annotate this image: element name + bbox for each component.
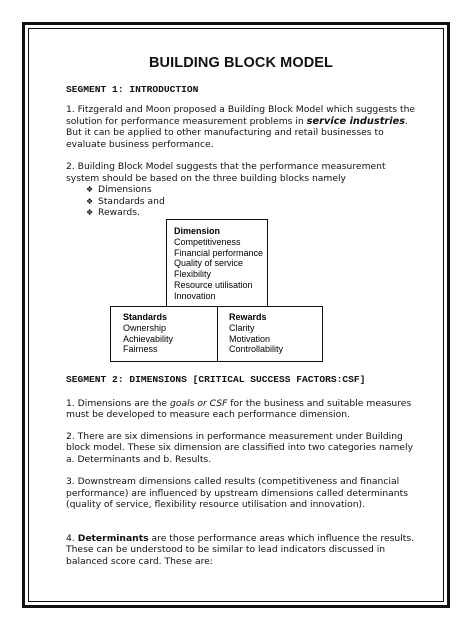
diamond-bullet-icon: ❖: [86, 196, 94, 206]
segment2-p4-text-a: 4.: [66, 532, 78, 544]
segment2-heading: SEGMENT 2: DIMENSIONS [CRITICAL SUCCESS FACTORS:CSF]: [66, 374, 366, 385]
segment2-paragraph-4: [66, 533, 416, 568]
segment2-p4-text-b: are those performance areas which influence the results. These can be understood to be similar to lead indicators discussed in balanced score card. These are:: [66, 532, 415, 567]
standards-item: Ownership: [123, 322, 167, 333]
dimension-item: Competitiveness: [174, 236, 241, 247]
segment1-paragraph-2: 2. Building Block Model suggests that the performance measurement system should be based on the three building blocks namely: [66, 161, 386, 184]
service-industries-emphasis: service industries: [306, 115, 406, 127]
rewards-block: [217, 306, 323, 362]
dimension-block-title: Dimension: [174, 226, 221, 236]
list-item-label: Dimensions: [98, 184, 152, 195]
segment2-section: [66, 374, 416, 567]
dimension-block: [166, 219, 268, 307]
standards-item: Achievability: [123, 333, 174, 344]
rewards-item: Controllability: [229, 344, 284, 355]
segment1-paragraph-1: [66, 104, 416, 150]
segment1-heading: SEGMENT 1: INTRODUCTION: [66, 83, 199, 95]
segment2-paragraph-2: 2. There are six dimensions in performance measurement under Building block model. These six dimension are classified into two categories namely a. Determinants and b. Results.: [66, 430, 414, 465]
page-title: BUILDING BLOCK MODEL: [148, 55, 334, 71]
list-item-label: Standards and: [98, 195, 165, 207]
segment1-p1-text-a: 1. Fitzgerald and Moon proposed a Building Block Model which suggests the solution for performance measurement problems in: [66, 104, 416, 127]
segment2-p1-text-a: 1. Dimensions are the: [66, 397, 171, 409]
rewards-block-title: Rewards: [229, 312, 267, 322]
dimension-item: Flexibility: [174, 269, 212, 280]
list-item-label: Rewards.: [98, 207, 140, 218]
segment2-paragraph-1: [66, 398, 416, 421]
dimension-item: Quality of service: [174, 258, 244, 269]
list-item: [86, 207, 416, 219]
standards-item: Fairness: [123, 344, 158, 355]
rewards-item: Motivation: [229, 333, 271, 344]
diamond-bullet-icon: ❖: [86, 185, 94, 194]
determinants-emphasis: Determinants: [77, 532, 149, 544]
dimension-item: Financial performance: [174, 247, 264, 258]
segment1-p1-text-b: . But it can be applied to other manufacturing and retail businesses to evaluate business performance.: [66, 115, 408, 150]
dimension-item: Innovation: [174, 290, 216, 301]
standards-block-title: Standards: [123, 312, 168, 322]
diamond-bullet-icon: ❖: [86, 208, 94, 217]
segment2-paragraph-3: 3. Downstream dimensions called results (competitiveness and financial performance) are influenced by upstream dimensions called determinants (quality of service, flexibility resource utilisation and innovation).: [66, 476, 409, 510]
segment2-p1-text-b: for the business and suitable measures must be developed to measure each performance dimension.: [66, 397, 412, 420]
document-page: [66, 55, 416, 219]
standards-block: [110, 306, 218, 362]
dimension-item: Resource utilisation: [174, 279, 253, 290]
list-item: [86, 196, 416, 208]
building-blocks-list: [66, 184, 416, 219]
list-item: [86, 184, 416, 196]
goals-csf-emphasis: goals or CSF: [170, 397, 228, 409]
rewards-item: Clarity: [229, 322, 255, 333]
